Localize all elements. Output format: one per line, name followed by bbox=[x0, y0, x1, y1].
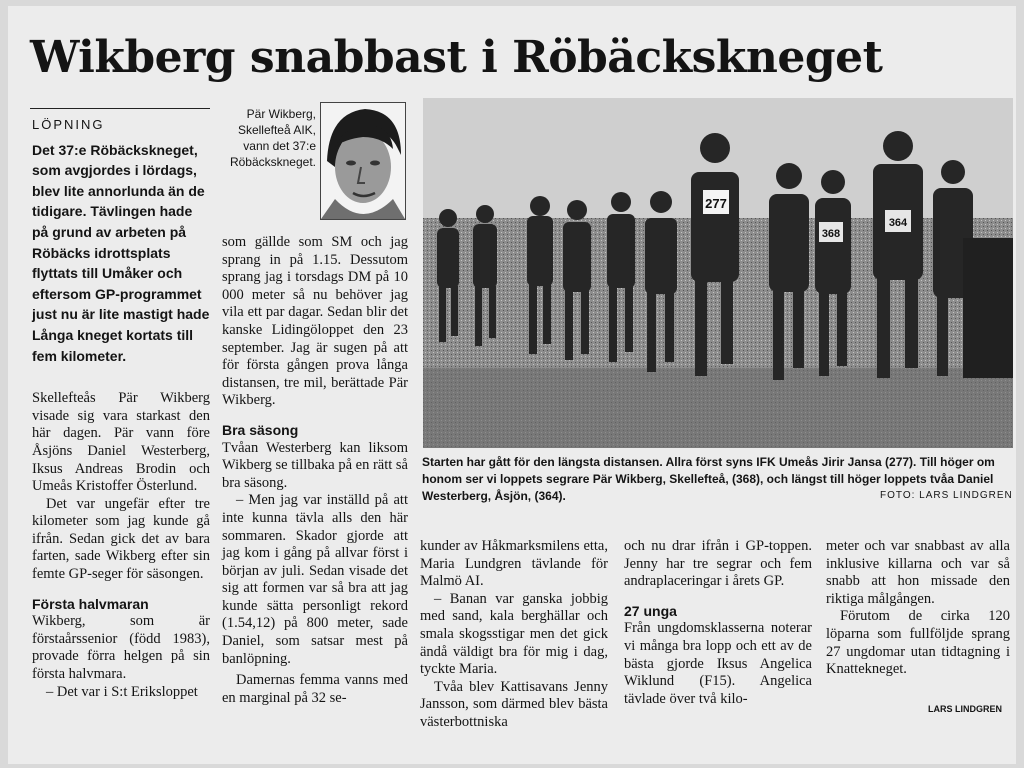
portrait-photo bbox=[320, 102, 406, 220]
body-paragraph: meter och var snabbast av alla inklusive killarna och var så snabb att hon missade den riktiga målgången. bbox=[826, 538, 1010, 607]
headline: Wikberg snabbast i Röbäckskneget bbox=[30, 32, 883, 83]
subheading: 27 unga bbox=[624, 602, 677, 619]
subheading: Bra säsong bbox=[222, 421, 299, 438]
body-paragraph: som gällde som SM och jag sprang in på 1.15. Dessutom sprang jag i torsdags DM på 10 000 meter så nu behöver jag vila ett par dagar. Sedan blir det kanske Lidingöloppet den 23 september. Jag är sugen på att för första gången prova långa distansen, tre mil, berättade Pär Wikberg. bbox=[222, 234, 408, 409]
bib-number: 368 bbox=[821, 228, 841, 240]
section-kicker: LÖPNING bbox=[32, 117, 105, 132]
body-paragraph: – Det var i S:t Eriksloppet bbox=[46, 683, 198, 700]
bib-number: 364 bbox=[888, 217, 908, 229]
body-paragraph: Damernas femma vanns med en marginal på 32 se- bbox=[222, 672, 408, 706]
subheading: Första halvmaran bbox=[32, 595, 149, 612]
body-paragraph: Skellefteås Pär Wikberg visade sig vara starkast den här dagen. Pär vann före Åsjöns Daniel Westerberg, Iksus Andreas Brodin och Umeås Kristoffer Österlund. bbox=[32, 390, 210, 495]
body-paragraph: Wikberg, som är förstaårssenior (född 1983), provade förra helgen på sin första halvmara. bbox=[32, 613, 210, 683]
column-4 bbox=[624, 538, 812, 708]
body-paragraph: – Men jag var inställd på att inte kunna tävla alls den här sommaren. Skador gjorde att jag kom i gång på allvar först i början av juli. Sedan visade det sig att formen var så bra att jag kunde sätta personligt rekord (1.54,12) på 800 meter, sade Daniel, som satsar mest på banlöpning. bbox=[222, 492, 408, 667]
article-byline: LARS LINDGREN bbox=[928, 704, 1002, 714]
body-paragraph: kunder av Håkmarksmilens etta, Maria Lundgren tävlande för Malmö AI. bbox=[420, 538, 608, 590]
runners-image bbox=[423, 98, 1013, 448]
kicker-rule bbox=[30, 108, 210, 109]
photo-credit: FOTO: LARS LINDGREN bbox=[880, 490, 1013, 501]
bib-number: 277 bbox=[705, 196, 727, 211]
body-paragraph: och nu drar ifrån i GP-toppen. Jenny har tre segrar och fem andraplaceringar i årets GP. bbox=[624, 538, 812, 590]
column-3 bbox=[420, 538, 608, 732]
column-5 bbox=[826, 538, 1010, 679]
body-paragraph: Det var ungefär efter tre kilometer som jag kunde gå ifrån. Sedan gick det av bara farten, sade Wikberg efter sin femte GP-seger för säsongen. bbox=[32, 495, 210, 583]
newspaper-page bbox=[8, 6, 1016, 764]
portrait-caption: Pär Wikberg, Skellefteå AIK, vann det 37:e Röbäckskneget. bbox=[229, 107, 316, 169]
body-paragraph: Tvåa blev Kattisavans Jenny Jansson, som därmed blev bästa västerbottniska bbox=[420, 678, 608, 730]
body-paragraph: Förutom de cirka 120 löparna som fullföljde sprang 27 ungdomar utan tidtagning i Knattekneget. bbox=[826, 608, 1010, 678]
ingress: Det 37:e Röbäckskneget, som avgjordes i lördags, blev lite annorlunda än de tidigare. Tävlingen hade på grund av arbeten på Röbäcks idrottsplats flyttats till Umåker och eftersom GP-programmet just nu är lite mastigt hade Långa kneget kortats till fem kilometer. bbox=[32, 141, 210, 364]
runner-portrait-image bbox=[321, 103, 405, 219]
photo-caption: Starten har gått för den längsta distansen. Allra först syns IFK Umeås Jirir Jansa (277). Till höger om honom ser vi loppets segrare Pär Wikberg, Skellefteå, (368), och längst till höger loppets tvåa Daniel Westerberg, Åsjön, (364). bbox=[422, 455, 995, 503]
body-paragraph: Tvåan Westerberg kan liksom Wikberg se tillbaka på en rätt så bra säsong. bbox=[222, 439, 408, 491]
body-paragraph: Från ungdomsklasserna noterar vi många bra lopp och ett av de bästa gjorde Iksus Angelica Wiklund (F15). Angelica tävlade över två kilo- bbox=[624, 620, 812, 707]
race-start-photo bbox=[423, 98, 1013, 448]
body-paragraph: – Banan var ganska jobbig med sand, kala berghällar och smala skogsstigar men det gick ändå väldigt bra för mig i dag, tyckte Maria. bbox=[420, 590, 608, 678]
column-2 bbox=[222, 234, 408, 707]
column-1 bbox=[32, 116, 210, 701]
